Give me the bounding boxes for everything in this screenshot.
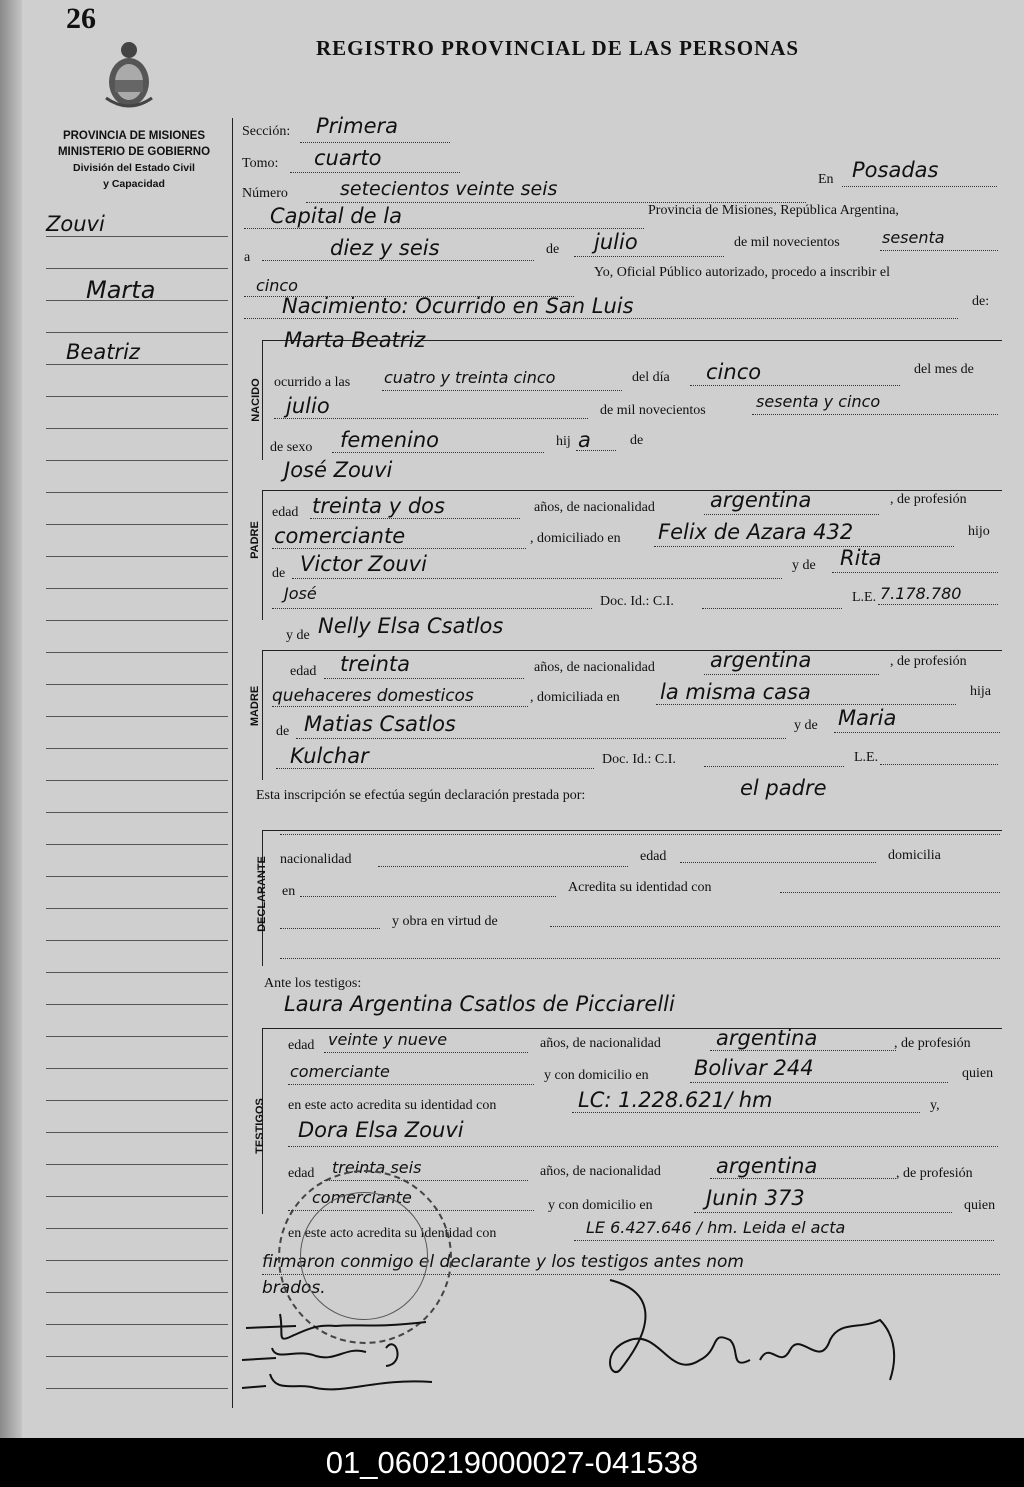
- section-testigos-label: TESTIGOS: [254, 1098, 266, 1154]
- margin-rule-line: [46, 748, 228, 749]
- ministry-line-3: División del Estado Civil: [73, 162, 195, 174]
- label-declarante-domicilia: domicilia: [888, 848, 941, 863]
- value-t2-doc: LE 6.427.646 / hm. Leida el acta: [586, 1218, 846, 1237]
- margin-rule-line: [46, 1068, 228, 1069]
- label-declarante-edad: edad: [640, 849, 667, 864]
- label-t2-nac: años, de nacionalidad: [540, 1164, 661, 1179]
- value-abuela2: José: [284, 584, 317, 603]
- margin-rule-line: [46, 652, 228, 653]
- label-numero: Número: [242, 186, 288, 201]
- margin-rule-line: [46, 556, 228, 557]
- value-t2-nac: argentina: [716, 1154, 818, 1178]
- value-abuelo-m: Matias Csatlos: [304, 712, 456, 736]
- margin-rule-line: [46, 460, 228, 461]
- label-de-mil2: de mil novecientos: [600, 403, 706, 418]
- label-t2-acredita: en este acto acredita su identidad con: [288, 1226, 497, 1241]
- ministry-line-2: MINISTERIO DE GOBIERNO: [57, 146, 211, 158]
- value-sexo: femenino: [340, 428, 439, 452]
- label-madre-profesion: , de profesión: [890, 654, 967, 669]
- label-t1-y: y,: [930, 1098, 940, 1113]
- label-madre-doc: Doc. Id.: C.I.: [602, 752, 676, 767]
- label-padre-de: de: [272, 566, 286, 581]
- label-declarante-en: en: [282, 884, 296, 899]
- label-de-colon: de:: [972, 294, 990, 309]
- margin-rule-line: [46, 396, 228, 397]
- label-t1-quien: quien: [962, 1066, 994, 1081]
- margin-rule-line: [46, 1292, 228, 1293]
- margin-first-name: Marta: [86, 276, 156, 304]
- label-t2-quien: quien: [964, 1198, 996, 1213]
- value-cierre1: firmaron conmigo el declarante y los testigos antes nom: [262, 1252, 744, 1272]
- margin-rule-line: [46, 972, 228, 973]
- margin-rule-line: [46, 1004, 228, 1005]
- value-hora: cuatro y treinta cinco: [384, 368, 556, 387]
- label-de-padres: de: [630, 433, 644, 448]
- margin-rule-line: [46, 524, 228, 525]
- label-t2-domicilio: y con domicilio en: [548, 1198, 653, 1213]
- value-abuelo: Victor Zouvi: [300, 552, 427, 576]
- margin-rule-line: [46, 364, 228, 365]
- margin-rule-line: [46, 268, 228, 269]
- value-anio2: cinco: [256, 276, 298, 295]
- label-padre-doc: Doc. Id.: C.I.: [600, 594, 674, 609]
- label-inscripcion: Esta inscripción se efectúa según declaración prestada por:: [256, 788, 586, 803]
- margin-rule-line: [46, 428, 228, 429]
- value-anio3: sesenta y cinco: [756, 392, 881, 411]
- value-abuela-m2: Kulchar: [290, 744, 369, 768]
- value-abuela: Rita: [840, 546, 882, 570]
- label-madre-edad: edad: [290, 664, 317, 679]
- label-madre-le: L.E.: [854, 750, 879, 765]
- label-del-mes: del mes de: [914, 362, 974, 377]
- section-padre-label: PADRE: [249, 521, 261, 559]
- margin-second-name: Beatriz: [66, 340, 140, 364]
- margin-rule-line: [46, 588, 228, 589]
- value-t1-nac: argentina: [716, 1026, 818, 1050]
- value-t1-prof: comerciante: [290, 1062, 390, 1081]
- value-cierre2: brados.: [262, 1278, 326, 1298]
- label-t2-edad: edad: [288, 1166, 315, 1181]
- label-provincia: Provincia de Misiones, República Argentina,: [648, 203, 899, 218]
- label-padre-nac: años, de nacionalidad: [534, 500, 655, 515]
- label-t1-acredita: en este acto acredita su identidad con: [288, 1098, 497, 1113]
- label-padre-y-de: y de: [792, 558, 816, 573]
- value-padre-nac: argentina: [710, 488, 812, 512]
- value-mes: julio: [594, 230, 638, 254]
- value-padre-nombre: José Zouvi: [284, 458, 393, 482]
- value-t2-dom: Junin 373: [706, 1186, 805, 1210]
- margin-rule-line: [46, 876, 228, 877]
- label-madre-de: de: [276, 724, 290, 739]
- value-padre-dom: Felix de Azara 432: [658, 520, 854, 544]
- margin-rule-line: [46, 684, 228, 685]
- label-t1-nac: años, de nacionalidad: [540, 1036, 661, 1051]
- margin-rule-line: [46, 1132, 228, 1133]
- value-dia-letras: diez y seis: [330, 236, 440, 260]
- margin-rule-line: [46, 332, 228, 333]
- margin-rule-line: [46, 1228, 228, 1229]
- ministry-line-1: PROVINCIA DE MISIONES: [62, 130, 206, 142]
- label-t1-edad: edad: [288, 1038, 315, 1053]
- value-t2-prof: comerciante: [312, 1188, 412, 1207]
- label-del-dia: del día: [632, 370, 670, 385]
- margin-surname: Zouvi: [46, 212, 105, 236]
- value-madre-nombre: Nelly Elsa Csatlos: [318, 614, 504, 638]
- margin-rule-line: [46, 1388, 228, 1389]
- label-seccion: Sección:: [242, 124, 291, 139]
- value-capital: Capital de la: [270, 204, 402, 228]
- label-t1-profesion: , de profesión: [894, 1036, 971, 1051]
- label-padre-edad: edad: [272, 505, 299, 520]
- label-declarante-nacionalidad: nacionalidad: [280, 852, 352, 867]
- label-de-mes: de: [546, 242, 560, 257]
- signatures-left: [236, 1304, 446, 1414]
- label-padre-profesion: , de profesión: [890, 492, 967, 507]
- registry-title: REGISTRO PROVINCIAL DE LAS PERSONAS: [316, 36, 800, 60]
- label-de-mil: de mil novecientos: [734, 235, 840, 250]
- label-ocurrido: ocurrido a las: [274, 375, 351, 390]
- label-madre-y-de2: y de: [794, 718, 818, 733]
- value-dia: cinco: [706, 360, 762, 384]
- margin-rule-line: [46, 620, 228, 621]
- label-hij: hij: [556, 434, 571, 449]
- ministry-block: [36, 128, 232, 192]
- margin-rule-line: [46, 236, 228, 237]
- value-nacimiento: Nacimiento: Ocurrido en San Luis: [282, 294, 634, 318]
- value-abuela-m: Maria: [838, 706, 897, 730]
- value-padre-le: 7.178.780: [880, 584, 962, 603]
- margin-divider: [232, 118, 233, 1408]
- value-madre-prof: quehaceres domesticos: [272, 686, 474, 706]
- label-oficial: Yo, Oficial Público autorizado, procedo a inscribir el: [594, 265, 891, 280]
- margin-rule-line: [46, 1164, 228, 1165]
- value-t1-dom: Bolivar 244: [694, 1056, 814, 1080]
- label-domiciliada: , domiciliada en: [530, 690, 620, 705]
- margin-rule-line: [46, 1100, 228, 1101]
- value-nombre: Marta Beatriz: [284, 328, 426, 352]
- margin-rule-line: [46, 908, 228, 909]
- label-sexo: de sexo: [270, 440, 313, 455]
- margin-rule-line: [46, 716, 228, 717]
- margin-rule-line: [46, 844, 228, 845]
- label-tomo: Tomo:: [242, 156, 279, 171]
- margin-rule-line: [46, 1196, 228, 1197]
- margin-rule-line: [46, 812, 228, 813]
- value-mes2: julio: [286, 394, 330, 418]
- margin-rule-line: [46, 780, 228, 781]
- coat-of-arms-icon: [100, 38, 158, 114]
- value-seccion: Primera: [316, 114, 399, 138]
- label-hija: hija: [970, 684, 991, 699]
- value-madre-dom: la misma casa: [660, 680, 811, 704]
- value-padre-prof: comerciante: [274, 524, 406, 548]
- value-madre-nac: argentina: [710, 648, 812, 672]
- label-en: En: [818, 172, 834, 187]
- label-hijo: hijo: [968, 524, 990, 539]
- section-madre-label: MADRE: [249, 685, 261, 727]
- label-ante-testigos: Ante los testigos:: [264, 976, 362, 991]
- value-numero: setecientos veinte seis: [340, 178, 558, 200]
- value-padre-edad: treinta y dos: [312, 494, 445, 518]
- label-declarante-acredita: Acredita su identidad con: [568, 880, 712, 895]
- value-testigo1: Laura Argentina Csatlos de Picciarelli: [284, 992, 675, 1016]
- margin-rule-line: [46, 1036, 228, 1037]
- margin-rule-line: [46, 1260, 228, 1261]
- margin-rule-line: [46, 492, 228, 493]
- signature-official: [580, 1270, 910, 1410]
- value-anio: sesenta: [882, 228, 945, 247]
- label-domiciliado: , domiciliado en: [530, 531, 621, 546]
- margin-rule-line: [46, 940, 228, 941]
- label-a: a: [244, 250, 251, 265]
- barcode-caption: 01_060219000027-041538: [0, 1438, 1024, 1487]
- value-lugar: Posadas: [852, 158, 939, 182]
- value-t1-edad: veinte y nueve: [328, 1030, 448, 1049]
- label-madre-nac: años, de nacionalidad: [534, 660, 655, 675]
- label-t1-domicilio: y con domicilio en: [544, 1068, 649, 1083]
- value-tomo: cuarto: [314, 146, 382, 170]
- section-nacido-label: NACIDO: [250, 378, 262, 422]
- value-testigo2: Dora Elsa Zouvi: [298, 1118, 464, 1142]
- ministry-line-4: y Capacidad: [103, 178, 165, 190]
- page-number: 26: [66, 2, 96, 35]
- value-madre-edad: treinta: [340, 652, 411, 676]
- label-declarante-obra: y obra en virtud de: [392, 914, 498, 929]
- margin-rule-line: [46, 1324, 228, 1325]
- label-madre-y-de: y de: [286, 628, 310, 643]
- value-t2-edad: treinta seis: [332, 1158, 422, 1177]
- value-hij-suffix: a: [578, 428, 591, 452]
- margin-rule-line: [46, 1356, 228, 1357]
- section-declarante-label: DECLARANTE: [256, 856, 268, 932]
- value-declarante: el padre: [740, 776, 827, 800]
- label-padre-le: L.E.: [852, 590, 877, 605]
- value-t1-doc: LC: 1.228.621/ hm: [578, 1088, 773, 1112]
- label-t2-profesion: , de profesión: [896, 1166, 973, 1181]
